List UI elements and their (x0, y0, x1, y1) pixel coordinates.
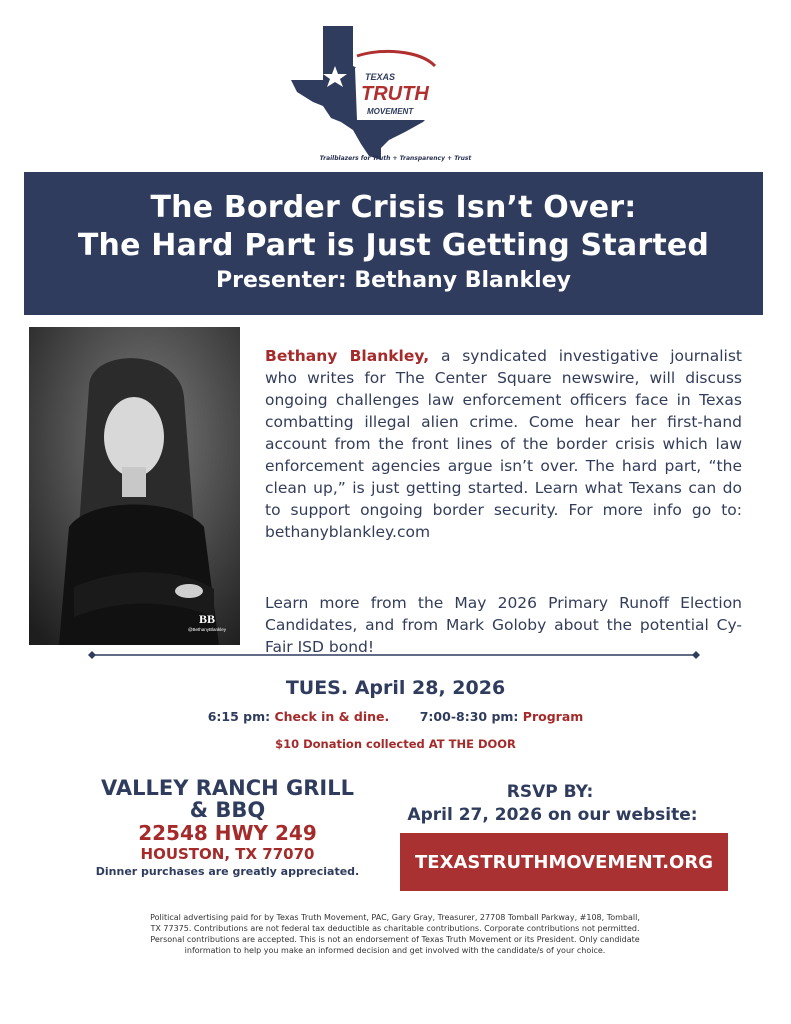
logo-text-movement: MOVEMENT (367, 107, 414, 116)
event-title-line1: The Border Crisis Isn’t Over: (150, 190, 637, 225)
logo-tagline: Trailblazers for Truth + Transparency + Trust (319, 155, 472, 162)
texas-truth-movement-logo (285, 22, 455, 162)
venue-name-line2: & BBQ (189, 798, 266, 822)
title-banner (24, 172, 763, 315)
time-program: 7:00-8:30 pm: (419, 709, 519, 724)
photo-logo-mark: BB (198, 612, 216, 626)
logo-red-swoosh (357, 51, 435, 66)
donation-note: $10 Donation collected AT THE DOOR (275, 737, 516, 751)
venue-city: HOUSTON, TX 77070 (140, 845, 315, 863)
bio-name: Bethany Blankley, (265, 347, 430, 365)
venue-block (90, 777, 365, 878)
political-disclaimer: Political advertising paid for by Texas Truth Movement, PAC, Gary Gray, Treasurer, 27708 Tomball Parkway, #108, Tomball, TX 77375. Contributions are not federal tax deductible as charitable contributions. Corporate contributions not permitted. Personal contributions are accepted. This is not an endorsement of Texas Truth Movement or its President. Only candidate information to help you make an informed decision and get involved with the candidate/s of your choice. (150, 913, 640, 955)
learn-more-text: Learn more from the May 2026 Primary Runoff Election Candidates, and from Mark Goloby about the potential Cy-Fair ISD bond! (265, 594, 742, 656)
venue-note: Dinner purchases are greatly appreciated. (95, 865, 360, 878)
time-checkin: 6:15 pm: (207, 709, 271, 724)
logo-text-truth: TRUTH (361, 83, 429, 105)
venue-address: 22548 HWY 249 (138, 821, 317, 845)
logo-text-texas: TEXAS (365, 72, 396, 82)
section-divider (88, 650, 700, 660)
event-title-line2: The Hard Part is Just Getting Started (77, 228, 710, 263)
label-checkin: Check in & dine. (274, 709, 390, 724)
event-schedule (0, 709, 791, 724)
rsvp-label: RSVP BY: (506, 782, 594, 802)
photo-watermark: @BethanyBlankley (187, 627, 227, 632)
presenter-bio (265, 345, 742, 543)
venue-name-line1: VALLEY RANCH GRILL (101, 776, 354, 800)
rsvp-deadline: April 27, 2026 on our website: (407, 805, 698, 825)
presenter-label: Presenter: Bethany Blankley (216, 268, 571, 293)
presenter-photo (29, 327, 240, 645)
bio-text: a syndicated investigative journalist who writes for The Center Square newswire, will discuss ongoing challenges law enforcement officers face in Texas combatting illegal alien crime. Come hear her first-hand account from the front lines of the border crisis which law enforcement agencies argue isn’t over. The hard part, “the clean up,” is just getting started. Learn what Texans can do to support ongoing border security. For more info go to: bethanyblankley.com (265, 347, 742, 541)
label-program: Program (522, 709, 584, 724)
website-button[interactable]: TEXASTRUTHMOVEMENT.ORG (400, 833, 728, 891)
event-date: TUES. April 28, 2026 (285, 677, 506, 699)
